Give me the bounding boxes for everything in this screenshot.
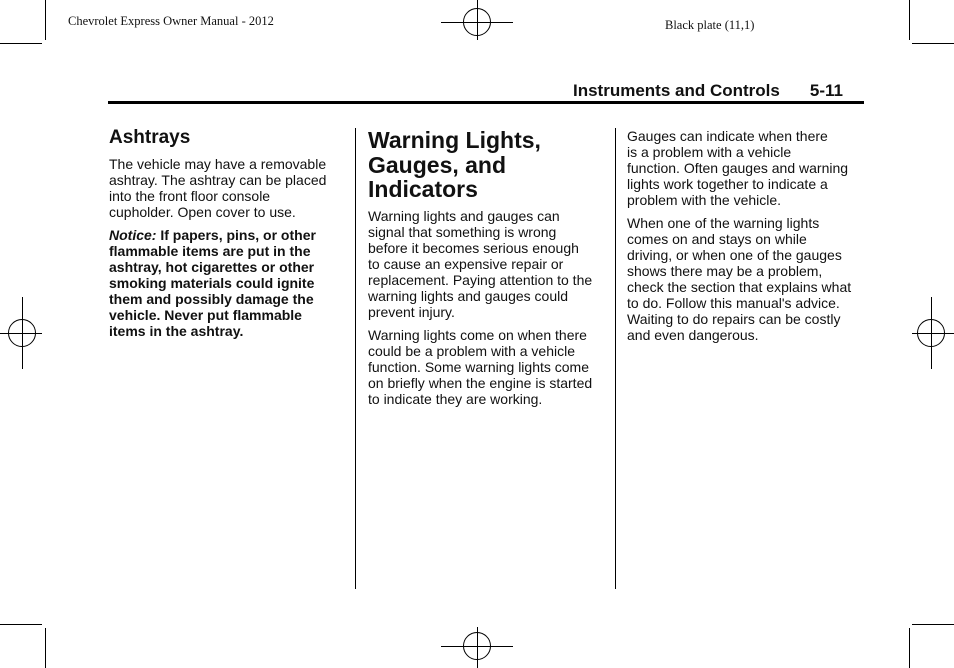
column-1	[109, 128, 341, 346]
crop-mark-top-left-v	[45, 0, 46, 40]
column-divider-2	[615, 128, 616, 589]
ashtrays-paragraph: The vehicle may have a removable ashtray. The ashtray can be placed into the front floor console cupholder. Open cover to use.	[109, 156, 327, 220]
notice-label: Notice:	[109, 227, 157, 243]
crop-mark-top-right-v	[909, 0, 910, 40]
crop-mark-bottom-left-v	[45, 628, 46, 668]
warning-paragraph-1: Warning lights and gauges can signal that something is wrong before it becomes serious enough to cause an expensive repair or replacement. Paying attention to the warning lights and gauges could prevent injury.	[368, 207, 593, 320]
crop-mark-bottom-left-h	[0, 624, 42, 625]
gauges-paragraph-2: When one of the warning lights comes on and stays on while driving, or when one of the gauges shows there may be a problem, check the section that explains what to do. Follow this manual's advice. Waiting to do repairs can be costly and even dangerous.	[627, 215, 852, 343]
slug-plate: Black plate (11,1)	[665, 18, 755, 32]
gauges-paragraph-1: Gauges can indicate when there is a problem with a vehicle function. Often gauges and warning lights work together to indicate a problem with the vehicle.	[627, 128, 849, 208]
running-head	[573, 81, 843, 101]
column-2	[368, 128, 608, 414]
heading-warning-lights: Warning Lights, Gauges, and Indicators	[368, 127, 541, 202]
slug-title: Chevrolet Express Owner Manual - 2012	[68, 14, 274, 28]
crop-mark-bottom-right-v	[909, 628, 910, 668]
crop-mark-top-right-h	[912, 43, 954, 44]
heading-ashtrays: Ashtrays	[109, 127, 191, 148]
notice-text: If papers, pins, or other flammable items are put in the ashtray, hot cigarettes or other smoking materials could ignite them and possibly damage the vehicle. Never put flammable items in the ashtray.	[109, 227, 316, 339]
crop-mark-top-left-h	[0, 43, 42, 44]
column-divider-1	[355, 128, 356, 589]
section-title: Instruments and Controls	[573, 81, 780, 100]
page-number: 5-11	[809, 81, 843, 100]
header-rule	[108, 101, 864, 104]
crop-mark-bottom-right-h	[912, 624, 954, 625]
column-3	[627, 128, 867, 350]
warning-paragraph-2: Warning lights come on when there could be a problem with a vehicle function. Some warning lights come on briefly when the engine is started to indicate they are working.	[368, 326, 593, 407]
notice-paragraph	[109, 227, 341, 339]
